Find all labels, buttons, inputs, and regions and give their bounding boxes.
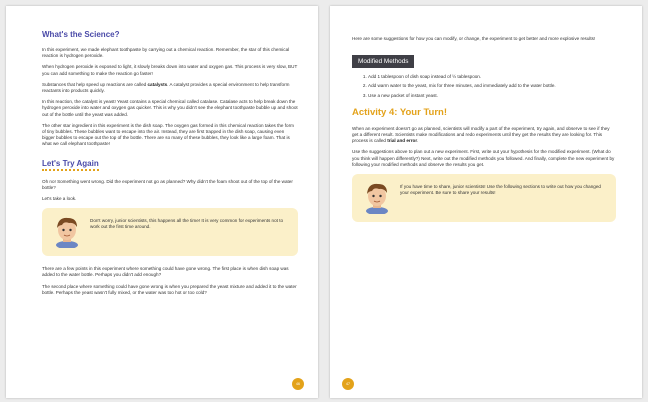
catalyst-paragraph: Substances that help speed up reactions are called catalysts. A catalyst provides a special environment to help transform reactants into products quickly. (42, 81, 290, 94)
mistake-paragraph-1: There are a few points in this experiment where something could have gone wrong. The first place is when dish soap was added to the water bottle. Perhaps you didn't add enough? (42, 266, 289, 278)
try-again-paragraph-2: Let's take a look. (42, 196, 77, 202)
science-paragraph-2: When hydrogen peroxide is exposed to light, it slowly breaks down into water and oxygen gas. This process is very slow, BUT you can add something to make the reaction go faster! (42, 64, 298, 76)
heading-lets-try-again: Let's Try Again (42, 159, 99, 171)
modified-methods-list (352, 74, 616, 99)
modified-methods-header: Modified Methods (352, 55, 414, 68)
science-paragraph-4: The other star ingredient in this experiment is the dish soap. The oxygen gas formed in this chemical reaction takes the form of tiny bubbles. These bubbles want to escape into the air. Instead, they are first trapped in the dish soap, causing even bigger bubbles to escape out the top of the bottle. There are so many of these bubbles, they look like a large foam. That is what we call elephant toothpaste! (42, 122, 294, 147)
modification-item: 3. Use a new packet of instant yeast. (368, 93, 616, 99)
right-page (330, 6, 642, 398)
modification-item: 1. Add 1 tablespoon of dish soap instead of ½ tablespoon. (368, 74, 616, 80)
trial-and-error-term: trial and error (387, 138, 418, 144)
activity-paragraph-1: When an experiment doesn't go as planned, scientists will modify a part of the experiment, try again, and observe to see if they get a different result. Scientists make modifications and redo experiments until they get the results they are looking for. This process is called trial and error. (352, 125, 610, 144)
callout-dont-worry (42, 208, 298, 256)
science-paragraph-1: In this experiment, we made elephant toothpaste by carrying out a chemical reaction. Remember, the star of this chemical reaction is hydrogen peroxide. (42, 47, 290, 59)
scientist-boy-avatar-icon (362, 180, 392, 214)
callout-share (352, 174, 616, 222)
scientist-boy-avatar-icon (52, 214, 82, 248)
modification-item: 2. Add warm water to the yeast, mix for three minutes, and immediately add to the water bottle. (368, 83, 616, 89)
activity-paragraph-2: Use the suggestions above to plan out a new experiment. First, write out your hypothesis for the modified experiment. (What do you think will happen differently?) Next, write out the modified methods you followed. And finally, complete the new experiment by following your modified methods and observe the results you get. (352, 149, 615, 167)
heading-whats-the-science: What's the Science? (42, 30, 120, 39)
left-page (6, 6, 318, 398)
callout-text: If you have time to share, junior scientists! Use the following sections to write out how you changed your experiment. Be sure to share your results! (400, 184, 601, 196)
callout-text: Don't worry, junior scientists, this happens all the time! It is very common for experiments not to work out the first time around. (90, 218, 284, 230)
suggestions-intro: Here are some suggestions for how you can modify, or change, the experiment to get better and more explosive results! (352, 36, 596, 41)
science-paragraph-3: In this reaction, the catalyst is yeast! Yeast contains a special chemical called catalase. Catalase acts to help break down the hydrogen peroxide into water and oxygen gas quicker. This is why you didn't see the elephant toothpaste bubble up and shoot out of the bottle until the yeast was added. (42, 99, 298, 117)
page-number-right: 47 (342, 378, 354, 390)
try-again-paragraph-1: Oh no! Something went wrong. Did the experiment not go as planned? Why didn't the foam shoot out of the top of the water bottle? (42, 178, 293, 190)
catalysts-term: catalysts (147, 81, 168, 87)
activity-4-title: Activity 4: Your Turn! (352, 106, 448, 118)
mistake-paragraph-2: The second place where something could have gone wrong is when you prepared the yeast mixture and added it to the water bottle. Perhaps the yeast wasn't fully mixed, or the water was too hot or too cold? (42, 283, 297, 295)
page-number-left: 46 (292, 378, 304, 390)
